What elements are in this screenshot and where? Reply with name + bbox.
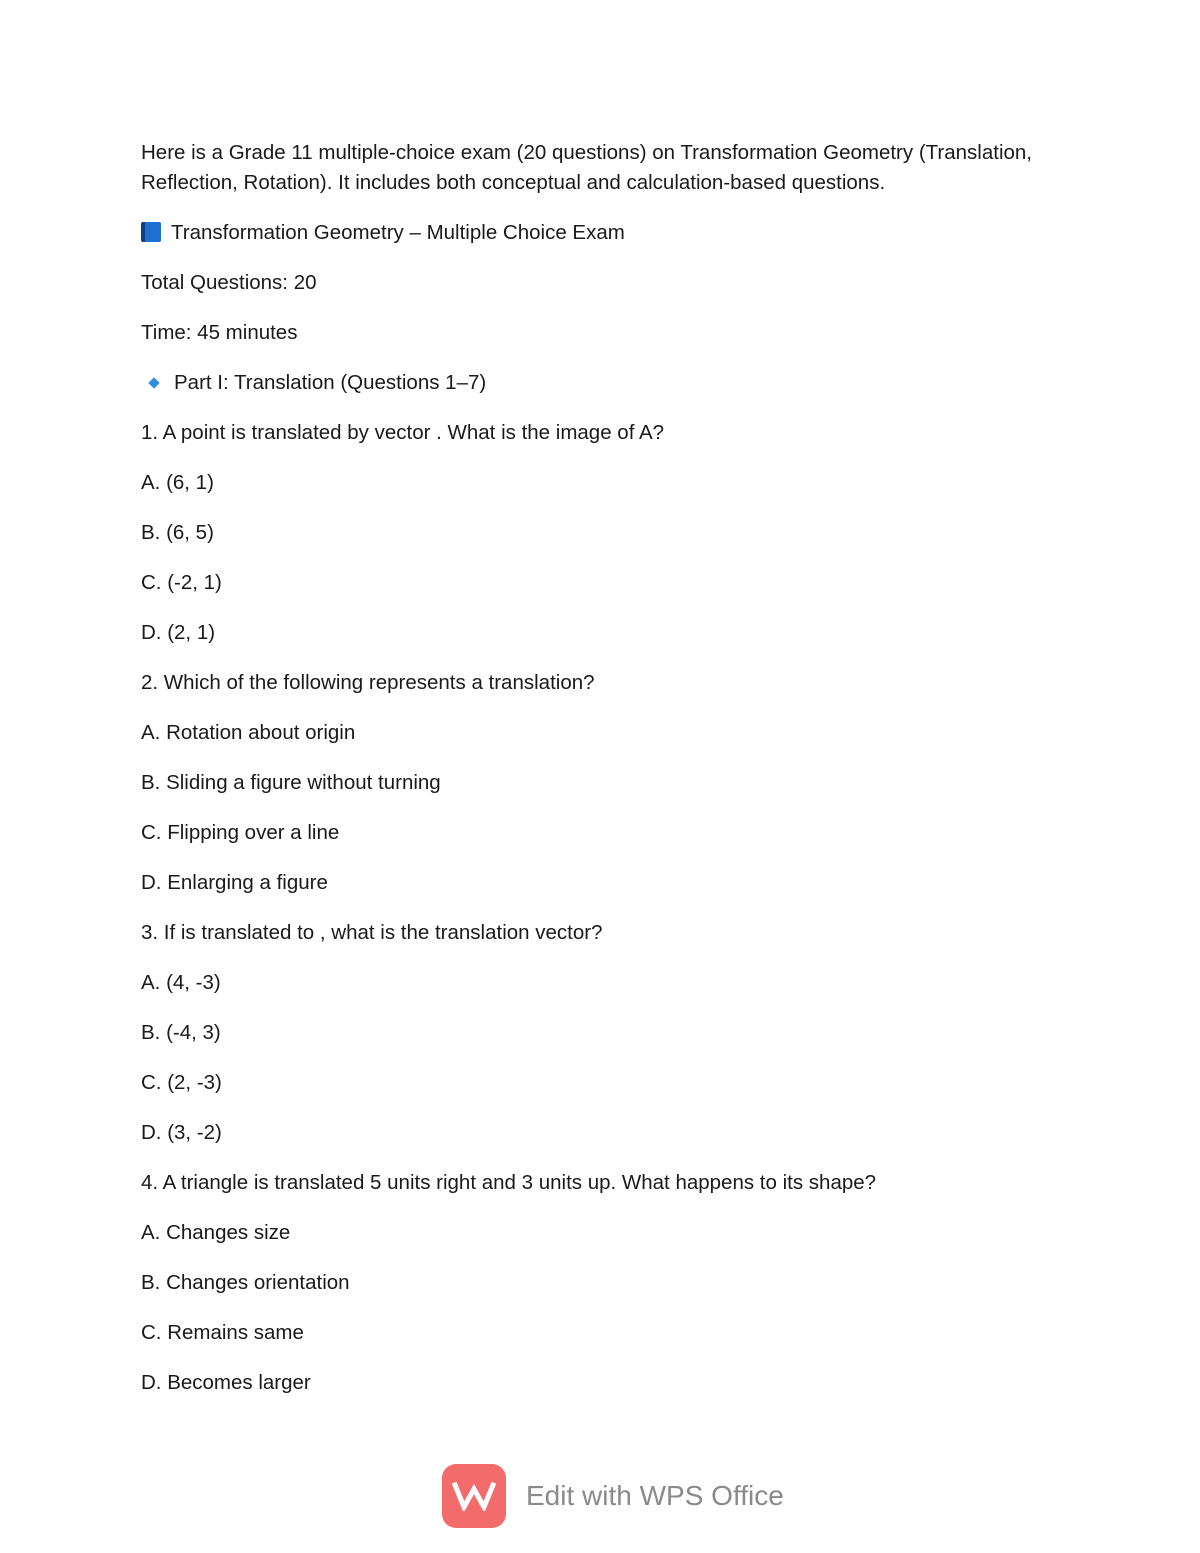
exam-title (141, 218, 1081, 248)
question-1-option-c: C. (-2, 1) (141, 571, 222, 594)
wps-logo-icon (442, 1464, 506, 1528)
question-1-option-a: A. (6, 1) (141, 471, 214, 494)
question-2: 2. Which of the following represents a translation? (141, 671, 595, 694)
question-1-option-d: D. (2, 1) (141, 621, 216, 644)
question-3-option-a: A. (4, -3) (141, 971, 221, 994)
question-4-option-a: A. Changes size (141, 1221, 291, 1244)
question-4-option-b: B. Changes orientation (141, 1271, 350, 1294)
question-3: 3. If is translated to , what is the translation vector? (141, 921, 603, 944)
question-1: 1. A point is translated by vector . What is the image of A? (141, 421, 665, 444)
question-3-option-d: D. (3, -2) (141, 1121, 222, 1144)
total-questions: Total Questions: 20 (141, 271, 317, 294)
blue-diamond-icon (148, 377, 159, 388)
question-4: 4. A triangle is translated 5 units right and 3 units up. What happens to its shape? (141, 1171, 877, 1194)
question-2-option-a: A. Rotation about origin (141, 721, 356, 744)
exam-title-text: Transformation Geometry – Multiple Choice Exam (171, 221, 625, 244)
question-2-option-c: C. Flipping over a line (141, 821, 340, 844)
question-2-option-b: B. Sliding a figure without turning (141, 771, 441, 794)
question-3-option-b: B. (-4, 3) (141, 1021, 221, 1044)
part-heading (141, 368, 1081, 398)
question-4-option-c: C. Remains same (141, 1321, 304, 1344)
question-4-option-d: D. Becomes larger (141, 1371, 311, 1394)
question-2-option-d: D. Enlarging a figure (141, 871, 328, 894)
edit-with-wps-label: Edit with WPS Office (526, 1480, 784, 1511)
question-3-option-c: C. (2, -3) (141, 1071, 222, 1094)
wps-w-mark-icon (452, 1481, 496, 1511)
blue-book-icon (141, 222, 161, 242)
intro-paragraph: Here is a Grade 11 multiple-choice exam (20 questions) on Transformation Geometry (Translation, Reflection, Rotation). It includes both conceptual and calculation-based questions. (141, 141, 1032, 194)
document-page (141, 138, 1081, 1418)
exam-time: Time: 45 minutes (141, 321, 298, 344)
question-1-option-b: B. (6, 5) (141, 521, 214, 544)
part-heading-text: Part I: Translation (Questions 1–7) (174, 371, 487, 394)
edit-with-wps-button[interactable] (442, 1464, 784, 1528)
